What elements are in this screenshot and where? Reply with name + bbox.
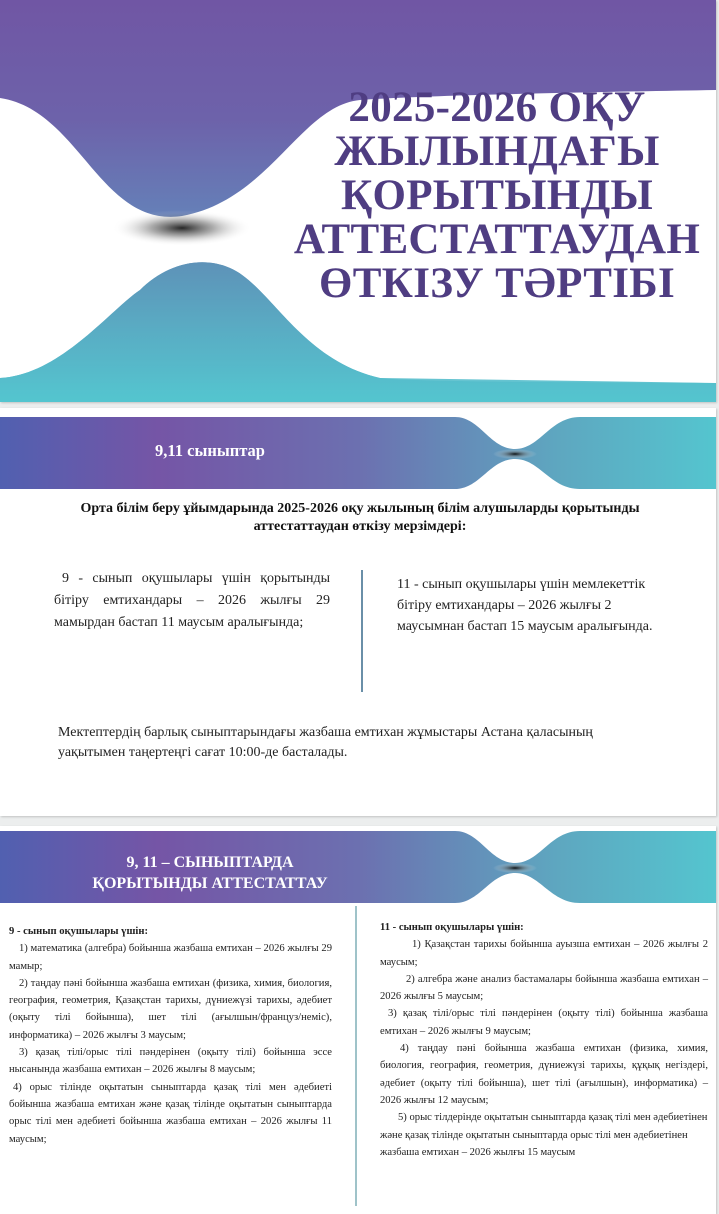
column-divider	[355, 906, 357, 1206]
main-title	[282, 86, 712, 306]
grade11-item: 3) қазақ тілі/орыс тілі пәндерінен (оқыту тілі) бойынша жазбаша емтихан – 2026 жылғы 9 маусым;	[380, 1008, 708, 1037]
title-line: АТТЕСТАТТАУДАН	[293, 216, 701, 263]
exam-schedule-slide	[0, 408, 716, 816]
grade11-title: 11 - сынып оқушылары үшін:	[380, 922, 524, 933]
exam-start-time-note: Мектептердің барлық сыныптарындағы жазбаша емтихан жұмыстары Астана қаласының уақытымен таңертеңгі сағат 10:00-де басталады.	[58, 725, 593, 760]
title-line: ҚОРЫТЫНДЫ	[341, 172, 653, 219]
grade11-exam-list	[380, 919, 708, 1161]
grade9-item: 3) қазақ тілі/орыс тілі пәндерінен (оқыту тілі) бойынша эссе нысанында жазбаша емтихан – 2026 жылғы 8 маусым;	[9, 1047, 332, 1076]
grade9-item: 1) математика (алгебра) бойынша жазбаша емтихан – 2026 жылғы 29 мамыр;	[9, 943, 332, 972]
column-divider	[361, 570, 363, 692]
grade9-title: 9 - сынып оқушылары үшін:	[9, 926, 149, 937]
grade9-exam-list	[9, 923, 332, 1148]
grade9-item: 4) орыс тілінде оқытатын сыныптарда қазақ тілі мен әдебиеті бойынша жазбаша емтихан және қазақ тілінде оқытатын сыныптарда орыс тілі мен әдебиеті бойынша жазбаша емтихан – 2026 жылғы 11 маусым;	[9, 1081, 332, 1145]
grade11-item: 5) орыс тілдерінде оқытатын сыныптарда қазақ тілі мен әдебиетінен және қазақ тілінде оқытатын сыныптарда орыс тілі мен әдебиетінен жазбаша емтихан – 2026 жылғы 15 маусым	[380, 1112, 708, 1158]
grade11-exam-period: 11 - сынып оқушылары үшін мемлекеттік бітіру емтихандары – 2026 жылғы 2 маусымнан бастап 15 маусым аралығында.	[397, 577, 653, 634]
grade11-item: 1) Қазақстан тарихы бойынша ауызша емтихан – 2026 жылғы 2 маусым;	[380, 939, 708, 968]
grade9-exam-period: 9 - сынып оқушылары үшін қорытынды бітіру емтихандары – 2026 жылғы 29 мамырдан бастап 11 маусым аралығында;	[54, 571, 330, 630]
grade9-item: 2) таңдау пәні бойынша жазбаша емтихан (физика, химия, биология, география, геометрия, Қазақстан тарихы, дүниежүзі тарихы, әдебиет (оқыту тілі бойынша), шет тілі (ағылшын/француз/неміс), информатика) – 2026 жылғы 3 маусым;	[9, 977, 332, 1041]
final-attestation-slide	[0, 826, 716, 1214]
banner-title-line: 9, 11 – СЫНЫПТАРДА	[126, 854, 294, 871]
title-line: 2025-2026 ОҚУ	[348, 84, 646, 131]
section-banner	[0, 831, 716, 903]
grade11-item: 4) таңдау пәні бойынша жазбаша емтихан (физика, химия, биология, география, геометрия, дүниежүзі тарихы, құқық негіздері, әдебиет (оқыту тілі бойынша), шет тілі (ағылшын), информатика) – 2026 жылғы 12 маусым;	[380, 1043, 708, 1106]
title-line: ӨТКІЗУ ТӘРТІБІ	[319, 260, 675, 307]
schedule-heading: Орта білім беру ұйымдарында 2025-2026 оқу жылының білім алушыларды қорытынды аттестаттаудан өткізу мерзімдері:	[80, 501, 640, 534]
banner-title-line: ҚОРЫТЫНДЫ АТТЕСТАТТАУ	[92, 875, 328, 892]
banner-title	[60, 852, 360, 894]
title-line: ЖЫЛЫНДАҒЫ	[334, 128, 660, 175]
section-banner	[0, 417, 716, 489]
title-slide	[0, 0, 716, 402]
banner-title: 9,11 сыныптар	[155, 441, 265, 460]
grade11-item: 2) алгебра және анализ бастамалары бойынша жазбаша емтихан – 2026 жылғы 5 маусым;	[380, 973, 708, 1003]
